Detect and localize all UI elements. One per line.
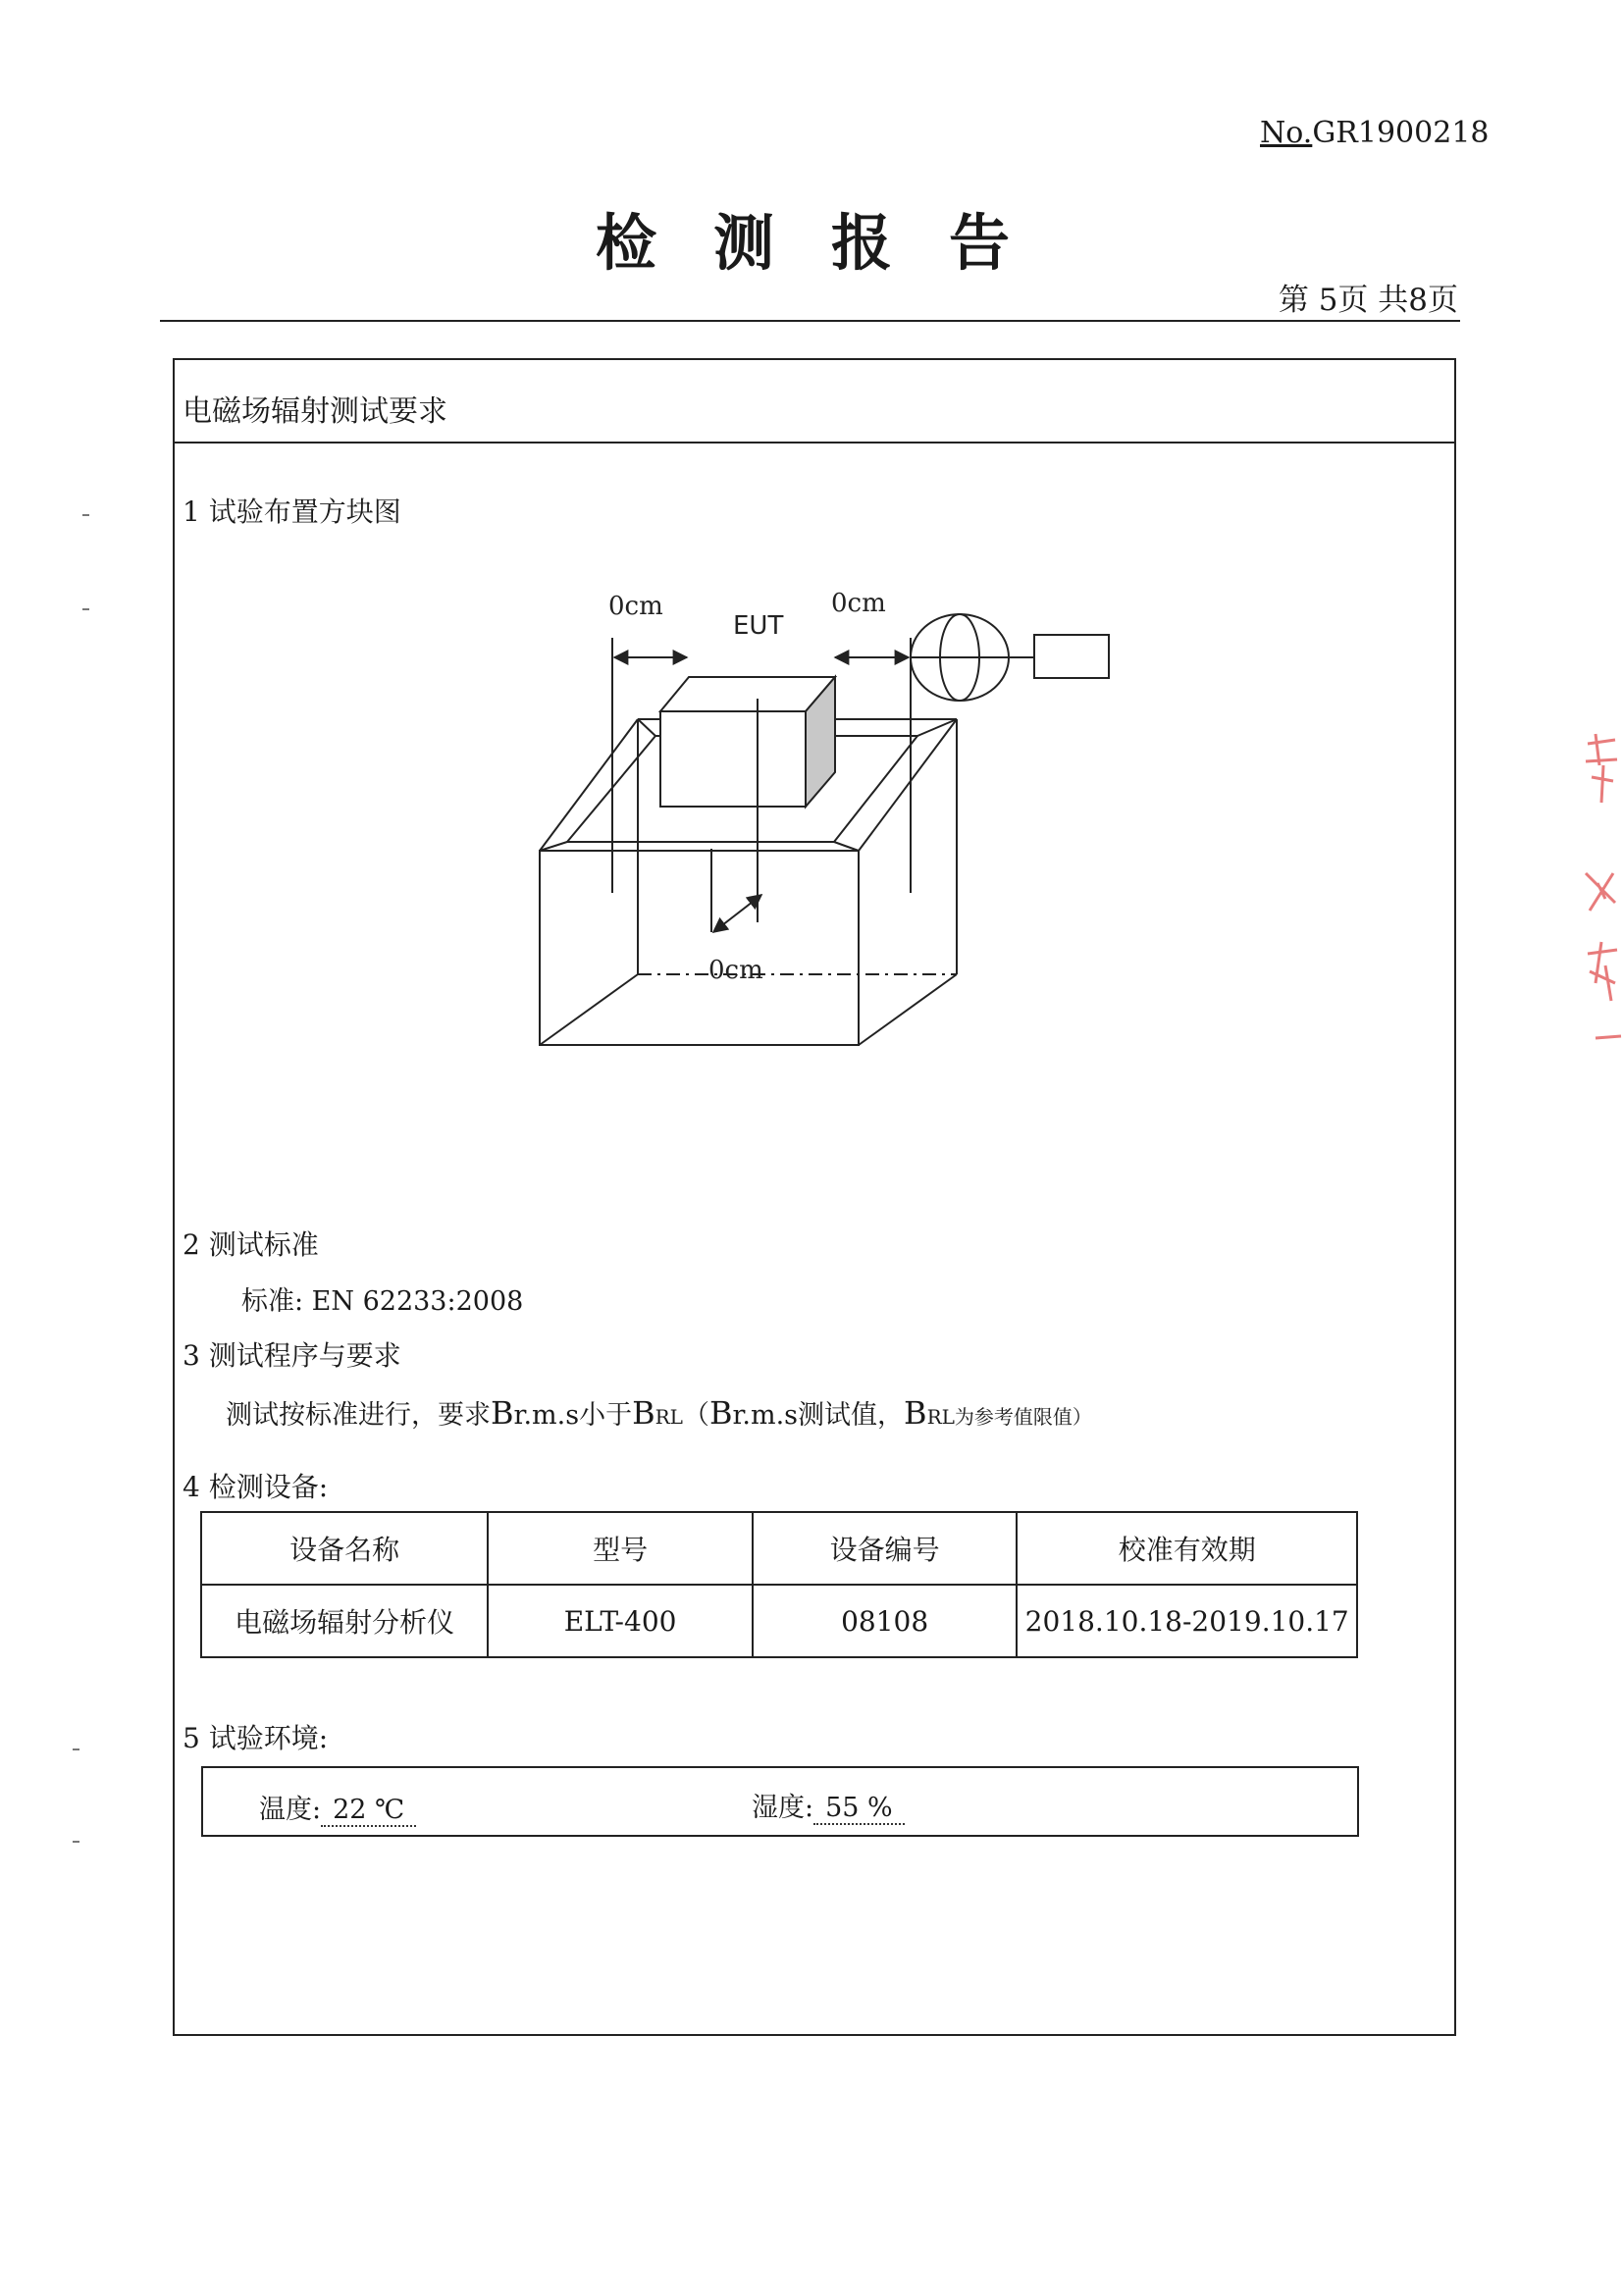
test-setup-diagram	[0, 0, 1623, 1128]
brl-subscript-2: RL	[926, 1405, 955, 1429]
report-number-prefix: No.	[1260, 116, 1313, 150]
section-3-heading: 3 测试程序与要求	[183, 1339, 401, 1372]
brms-symbol: B	[491, 1394, 514, 1432]
procedure-text-c: （	[682, 1400, 709, 1431]
right-distance-label: 0cm	[831, 589, 886, 618]
procedure-text-a: 测试按标准进行，要求	[226, 1400, 491, 1431]
table-cell: 08108	[753, 1585, 1018, 1657]
bottom-distance-label: 0cm	[708, 956, 763, 985]
scan-mark	[73, 1841, 79, 1843]
eut-label: EUT	[733, 611, 784, 641]
section-1-heading: 1 试验布置方块图	[183, 496, 401, 528]
procedure-text-d: 测试值，	[798, 1400, 905, 1431]
procedure-text-b: 小于	[579, 1400, 633, 1431]
left-distance-label: 0cm	[608, 592, 663, 621]
seal-stamp-fragment	[1576, 726, 1623, 1050]
table-cell: 电磁场辐射分析仪	[201, 1585, 488, 1657]
table-cell: ELT-400	[488, 1585, 752, 1657]
temperature-item	[259, 1788, 416, 1827]
analyzer-box	[1034, 635, 1109, 678]
humidity-value: 55 %	[813, 1793, 905, 1825]
brl-symbol-2: B	[904, 1394, 927, 1432]
page-number: 第 5页 共8页	[1278, 283, 1458, 318]
procedure-text-e: 为参考值限值）	[954, 1405, 1092, 1429]
section-2-heading: 2 测试标准	[183, 1228, 319, 1261]
table-header-cell: 型号	[488, 1512, 752, 1585]
table-header-cell: 设备编号	[753, 1512, 1018, 1585]
humidity-item	[752, 1786, 905, 1825]
standard-text: 标准: EN 62233:2008	[241, 1286, 524, 1317]
table-row	[201, 1585, 1357, 1657]
equipment-table	[200, 1511, 1358, 1658]
procedure-text	[226, 1393, 1092, 1432]
brl-subscript: RL	[654, 1405, 683, 1429]
section-4-heading: 4 检测设备:	[183, 1471, 329, 1503]
scan-mark	[82, 514, 89, 516]
brms-subscript: r.m.s	[513, 1400, 580, 1431]
brms-symbol-2: B	[708, 1394, 733, 1432]
brms-subscript-2: r.m.s	[732, 1400, 799, 1431]
table-header-cell: 设备名称	[201, 1512, 488, 1585]
temperature-label: 温度:	[259, 1795, 322, 1825]
depth-distance-arrow	[713, 895, 761, 932]
report-number-value: GR1900218	[1312, 116, 1490, 150]
scan-mark	[82, 608, 89, 610]
report-title: 检测报告	[595, 207, 1067, 279]
field-probe-icon	[911, 614, 1009, 701]
temperature-value: 22 ℃	[321, 1795, 416, 1827]
section-title: 电磁场辐射测试要求	[183, 394, 447, 429]
section-5-heading: 5 试验环境:	[183, 1722, 329, 1754]
humidity-label: 湿度:	[752, 1793, 814, 1823]
eut-box	[660, 677, 835, 807]
table-header-cell: 校准有效期	[1017, 1512, 1357, 1585]
scan-mark	[73, 1748, 79, 1750]
table-header-row	[201, 1512, 1357, 1585]
table-cell: 2018.10.18-2019.10.17	[1017, 1585, 1357, 1657]
brl-symbol: B	[632, 1394, 655, 1432]
